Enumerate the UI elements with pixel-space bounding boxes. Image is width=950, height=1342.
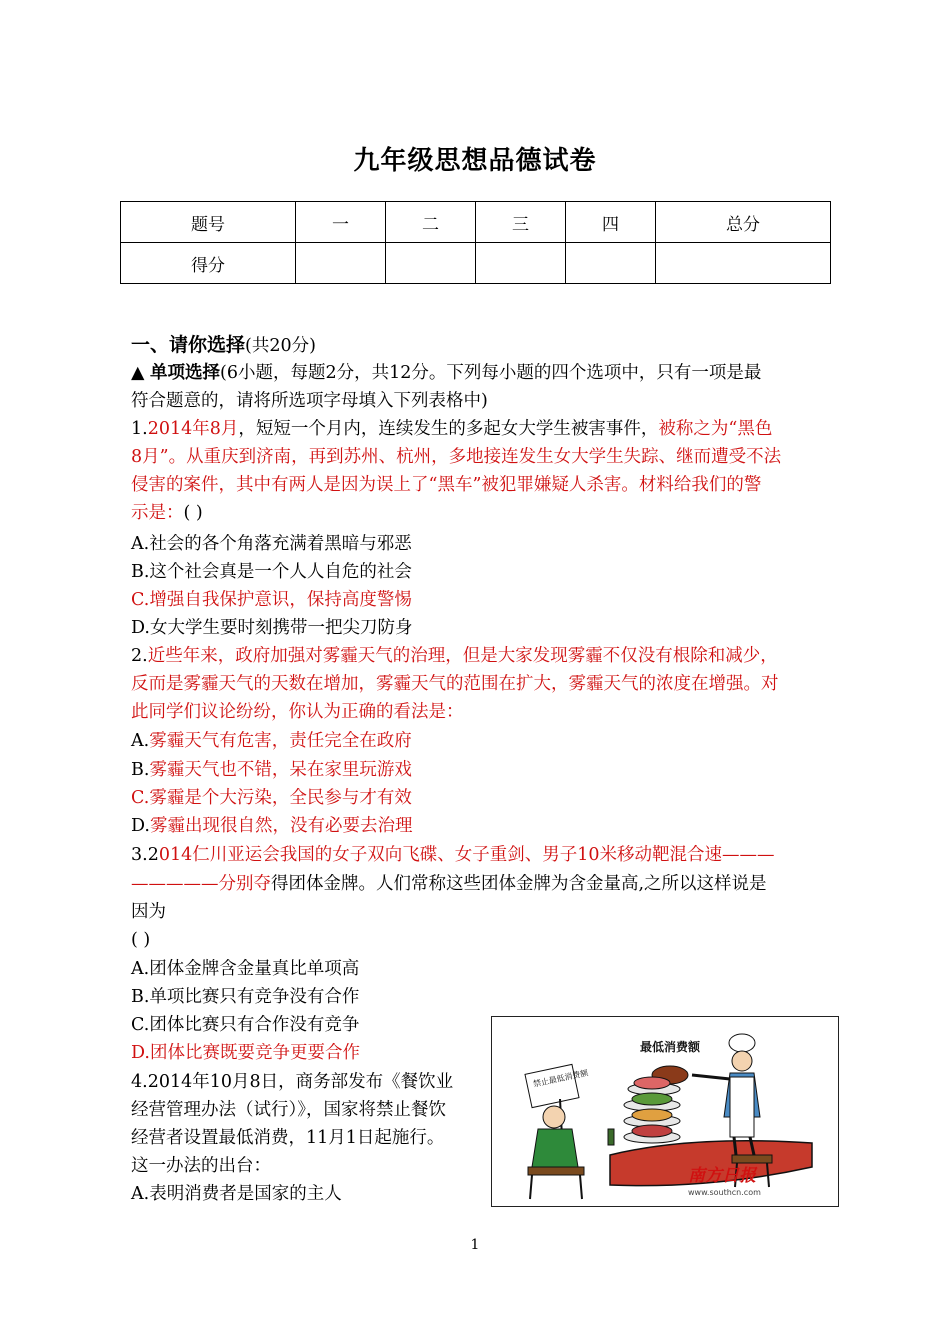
q3-text-red: —————分别夺 — [131, 874, 271, 894]
q3-line3: 因为 — [131, 902, 166, 922]
question-number: 1. — [131, 419, 148, 439]
food — [632, 1125, 672, 1137]
score-cell: 二 — [386, 202, 476, 243]
q3-option-c: C.团体比赛只有合作没有竞争 — [131, 1015, 360, 1035]
q1-text-red: 被称之为“黑色 — [658, 419, 773, 439]
score-cell: 三 — [476, 202, 566, 243]
q2-option-d — [131, 812, 412, 840]
option-label: B. — [131, 760, 150, 780]
q3-text: 014仁川亚运会我国的女子双向飞碟、女子重剑、男子10米移动靶混合速——— — [158, 845, 775, 865]
triangle-icon: ▲ — [131, 363, 145, 383]
stool-top — [732, 1155, 772, 1163]
answer-blank: ( ) — [131, 930, 151, 950]
q1-option-b: B.这个社会真是一个人人自危的社会 — [131, 562, 412, 582]
section-title: 一、请你选择 — [131, 334, 246, 356]
q3-line2 — [131, 870, 767, 898]
food — [632, 1093, 672, 1105]
q2-line1 — [131, 642, 778, 670]
q1-text: ，短短一个月内，连续发生的多起女大学生被害事件， — [238, 419, 659, 439]
q2-option-a — [131, 727, 412, 755]
q4-line4: 这一办法的出台： — [131, 1156, 271, 1176]
cartoon-title: 最低消费额 — [640, 1040, 701, 1054]
q1-line3: 侵害的案件，其中有两人是因为误上了“黑车”被犯罪嫌疑人杀害。材料给我们的警 — [131, 475, 762, 495]
chair-seat — [528, 1167, 584, 1175]
bottle — [608, 1129, 614, 1145]
q1-option-a: A.社会的各个角落充满着黑暗与邪恶 — [131, 534, 412, 554]
score-input-cell[interactable] — [296, 243, 386, 284]
q2-option-c: C.雾霾是个大污染，全民参与才有效 — [131, 788, 412, 808]
score-input-cell[interactable] — [476, 243, 566, 284]
sub-heading-note-cont: 符合题意的，请将所选项字母填入下列表格中) — [131, 391, 488, 411]
option-label: D. — [131, 816, 150, 836]
chef-leg — [734, 1137, 736, 1155]
chef-arm — [692, 1075, 730, 1079]
q3-text: 得团体金牌。人们常称这些团体金牌为含金量高,之所以这样说是 — [271, 874, 767, 894]
question-number: 3.2 — [131, 845, 159, 865]
q2-option-b — [131, 756, 412, 784]
score-cell: 一 — [296, 202, 386, 243]
chef-apron — [730, 1077, 754, 1137]
cartoon-illustration — [492, 1017, 838, 1206]
score-input-cell[interactable] — [656, 243, 831, 284]
score-cell: 四 — [566, 202, 656, 243]
q1-date: 2014年8月 — [147, 419, 239, 439]
newspaper-logo: 南方日报 — [688, 1166, 756, 1186]
chef-hat — [729, 1034, 755, 1052]
q2-line3: 此同学们议论纷纷，你认为正确的看法是： — [131, 702, 464, 722]
score-table — [120, 201, 831, 284]
q3-option-b: B.单项比赛只有竞争没有合作 — [131, 987, 360, 1007]
q1-text-red: 示是： — [131, 503, 184, 523]
q4-line2: 经营管理办法（试行）》，国家将禁止餐饮 — [131, 1100, 446, 1120]
score-cell: 总分 — [656, 202, 831, 243]
score-input-cell[interactable] — [566, 243, 656, 284]
option-text: 雾霾天气有危害，责任完全在政府 — [149, 731, 412, 751]
section-heading — [131, 331, 316, 360]
food — [632, 1109, 672, 1121]
chef-head — [732, 1051, 752, 1071]
q4-option-a: A.表明消费者是国家的主人 — [131, 1184, 342, 1204]
protest-sign-text: 禁止最低消费额 — [532, 1068, 589, 1089]
option-label: A. — [131, 731, 150, 751]
q4-line1: 4.2014年10月8日，商务部发布《餐饮业 — [131, 1072, 454, 1092]
page-number: 1 — [470, 1237, 480, 1253]
q3-option-a: A.团体金牌含金量真比单项高 — [131, 959, 360, 979]
q1-line2: 8月”。从重庆到济南，再到苏州、杭州，多地接连发生女大学生失踪、继而遭受不法 — [131, 447, 782, 467]
newspaper-url: www.southcn.com — [688, 1188, 761, 1197]
answer-blank: ( ) — [183, 503, 203, 523]
sub-heading-note: (6小题，每题2分，共12分。下列每小题的四个选项中，只有一项是最 — [220, 363, 762, 383]
q3-option-d: D.团体比赛既要竞争更要合作 — [131, 1043, 360, 1063]
question-number: 2. — [131, 646, 148, 666]
sub-heading-title: 单项选择 — [150, 363, 221, 383]
score-cell: 题号 — [121, 202, 296, 243]
q1-option-c: C.增强自我保护意识，保持高度警惕 — [131, 590, 412, 610]
food — [634, 1077, 670, 1089]
score-input-cell[interactable] — [386, 243, 476, 284]
option-text: 雾霾天气也不错，呆在家里玩游戏 — [149, 760, 412, 780]
q1-line4 — [131, 499, 203, 527]
q2-line2: 反而是雾霾天气的天数在增加，雾霾天气的范围在扩大，雾霾天气的浓度在增强。对 — [131, 674, 779, 694]
chair-leg — [580, 1175, 582, 1199]
section-note: (共20分) — [245, 336, 316, 356]
option-text: 雾霾出现很自然，没有必要去治理 — [149, 816, 413, 836]
score-table-score-row — [121, 243, 831, 284]
page-title: 九年级思想品德试卷 — [353, 146, 597, 176]
q2-text: 近些年来，政府加强对雾霾天气的治理，但是大家发现雾霾不仅没有根除和减少， — [147, 646, 778, 666]
q1-line1 — [131, 415, 772, 443]
score-cell: 得分 — [121, 243, 296, 284]
man-head — [543, 1106, 565, 1128]
q3-line1 — [131, 841, 775, 869]
cartoon-image — [491, 1016, 839, 1207]
q4-line3: 经营者设置最低消费，11月1日起施行。 — [131, 1128, 445, 1148]
score-table-header-row — [121, 202, 831, 243]
man-body — [532, 1129, 578, 1167]
q1-option-d: D.女大学生要时刻携带一把尖刀防身 — [131, 618, 413, 638]
sub-heading — [131, 359, 761, 387]
chair-leg — [530, 1175, 532, 1199]
